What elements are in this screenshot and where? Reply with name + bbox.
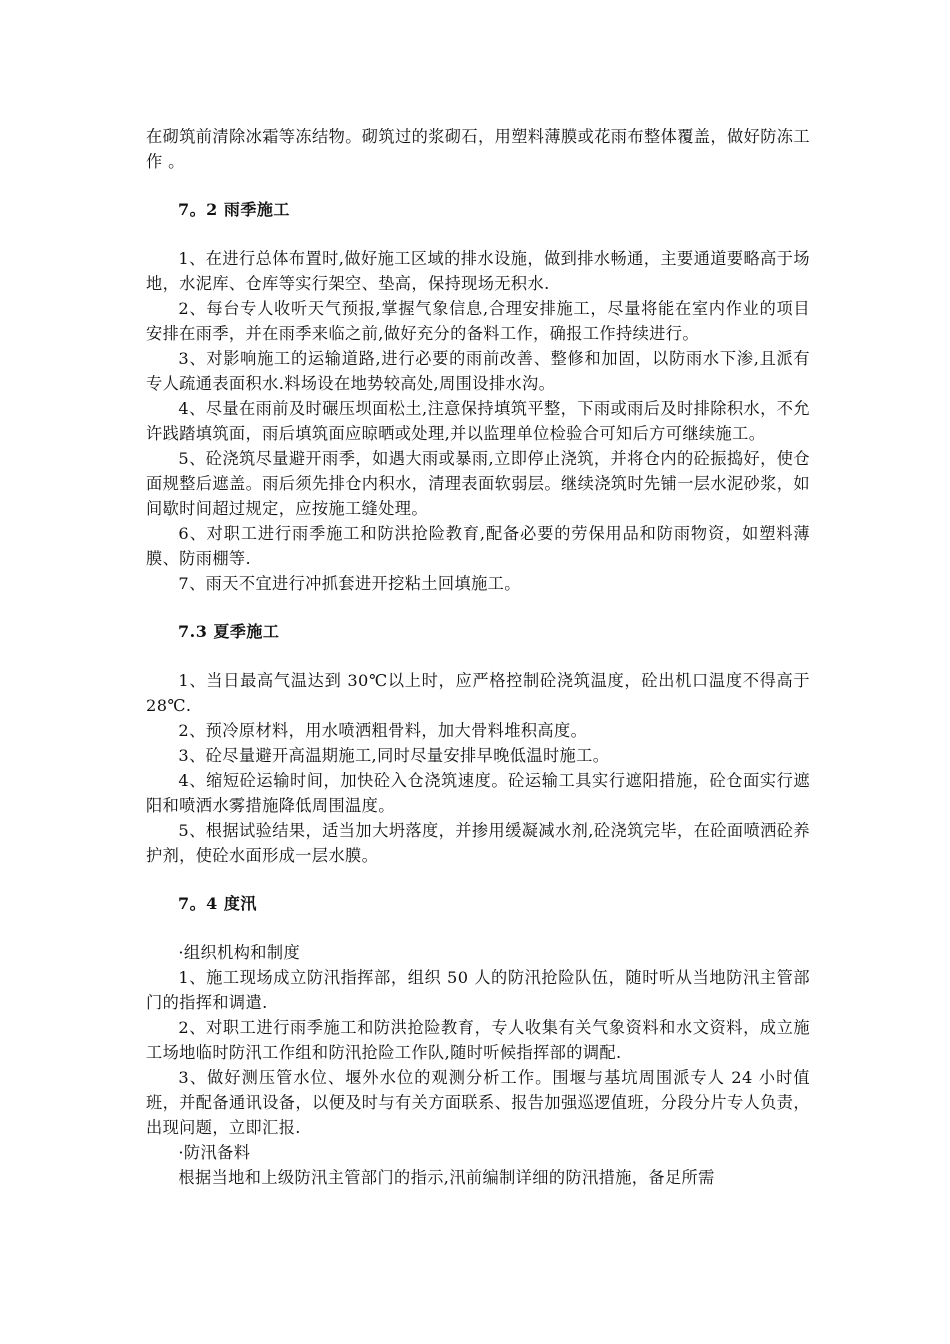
summer-item-4: 4、缩短砼运输时间，加快砼入仓浇筑速度。砼运输工具实行遮阳措施，砼仓面实行遮阳和喷洒水雾措施降低周围温度。 bbox=[146, 771, 810, 815]
rainy-item-1: 1、在进行总体布置时,做好施工区域的排水设施，做到排水畅通，主要通道要略高于场地，水泥库、仓库等实行架空、垫高，保持现场无积水. bbox=[146, 249, 810, 293]
flood-closing-paragraph: 根据当地和上级防汛主管部门的指示,汛前编制详细的防汛措施，备足所需 bbox=[178, 1168, 715, 1187]
summer-item-2: 2、预冷原材料，用水喷洒粗骨料，加大骨料堆积高度。 bbox=[178, 721, 588, 740]
rainy-item-3: 3、对影响施工的运输道路,进行必要的雨前改善、整修和加固，以防雨水下渗,且派有专人疏通表面积水.料场设在地势较高处,周围设排水沟。 bbox=[146, 349, 810, 393]
intro-paragraph: 在砌筑前清除冰霜等冻结物。砌筑过的浆砌石，用塑料薄膜或花雨布整体覆盖，做好防冻工作 。 bbox=[146, 127, 810, 171]
flood-item-3: 3、做好测压管水位、堰外水位的观测分析工作。围堰与基坑周围派专人 24 小时值班，并配备通讯设备，以便及时与有关方面联系、报告加强巡逻值班，分段分片专人负责，出现问题，立即汇报. bbox=[146, 1068, 810, 1137]
flood-item-1: 1、施工现场成立防汛指挥部，组织 50 人的防汛抢险队伍，随时听从当地防汛主管部门的指挥和调遣. bbox=[146, 968, 810, 1012]
heading-flood-season: 7。4 度汛 bbox=[178, 894, 257, 913]
document-content bbox=[146, 124, 810, 1190]
flood-item-2: 2、对职工进行雨季施工和防洪抢险教育，专人收集有关气象资料和水文资料，成立施工场地临时防汛工作组和防汛抢险工作队,随时听候指挥部的调配. bbox=[146, 1018, 810, 1062]
heading-rainy-season: 7。2 雨季施工 bbox=[178, 200, 290, 219]
flood-subheading-organization: ·组织机构和制度 bbox=[178, 943, 301, 962]
rainy-item-2: 2、每台专人收听天气预报,掌握气象信息,合理安排施工，尽量将能在室内作业的项目安排在雨季，并在雨季来临之前,做好充分的备料工作，确报工作持续进行。 bbox=[146, 299, 810, 343]
flood-subheading-materials: ·防汛备料 bbox=[178, 1143, 251, 1162]
summer-item-3: 3、砼尽量避开高温期施工,同时尽量安排早晚低温时施工。 bbox=[178, 746, 610, 765]
rainy-item-4: 4、尽量在雨前及时碾压坝面松土,注意保持填筑平整，下雨或雨后及时排除积水，不允许践踏填筑面，雨后填筑面应晾晒或处理,并以监理单位检验合可知后方可继续施工。 bbox=[146, 399, 810, 443]
heading-summer: 7.3 夏季施工 bbox=[178, 622, 280, 641]
rainy-item-5: 5、砼浇筑尽量避开雨季，如遇大雨或暴雨,立即停止浇筑，并将仓内的砼振捣好，使仓面规整后遮盖。雨后须先排仓内积水，清理表面软弱层。继续浇筑时先铺一层水泥砂浆，如间歇时间超过规定，应按施工缝处理。 bbox=[146, 449, 810, 518]
rainy-item-6: 6、对职工进行雨季施工和防洪抢险教育,配备必要的劳保用品和防雨物资，如塑料薄膜、防雨棚等. bbox=[146, 524, 810, 568]
summer-item-5: 5、根据试验结果，适当加大坍落度，并掺用缓凝减水剂,砼浇筑完毕，在砼面喷洒砼养护剂，使砼水面形成一层水膜。 bbox=[146, 821, 810, 865]
rainy-item-7: 7、雨天不宜进行冲抓套进开挖粘土回填施工。 bbox=[178, 574, 521, 593]
summer-item-1: 1、当日最高气温达到 30℃以上时，应严格控制砼浇筑温度，砼出机口温度不得高于 28℃. bbox=[146, 671, 810, 715]
